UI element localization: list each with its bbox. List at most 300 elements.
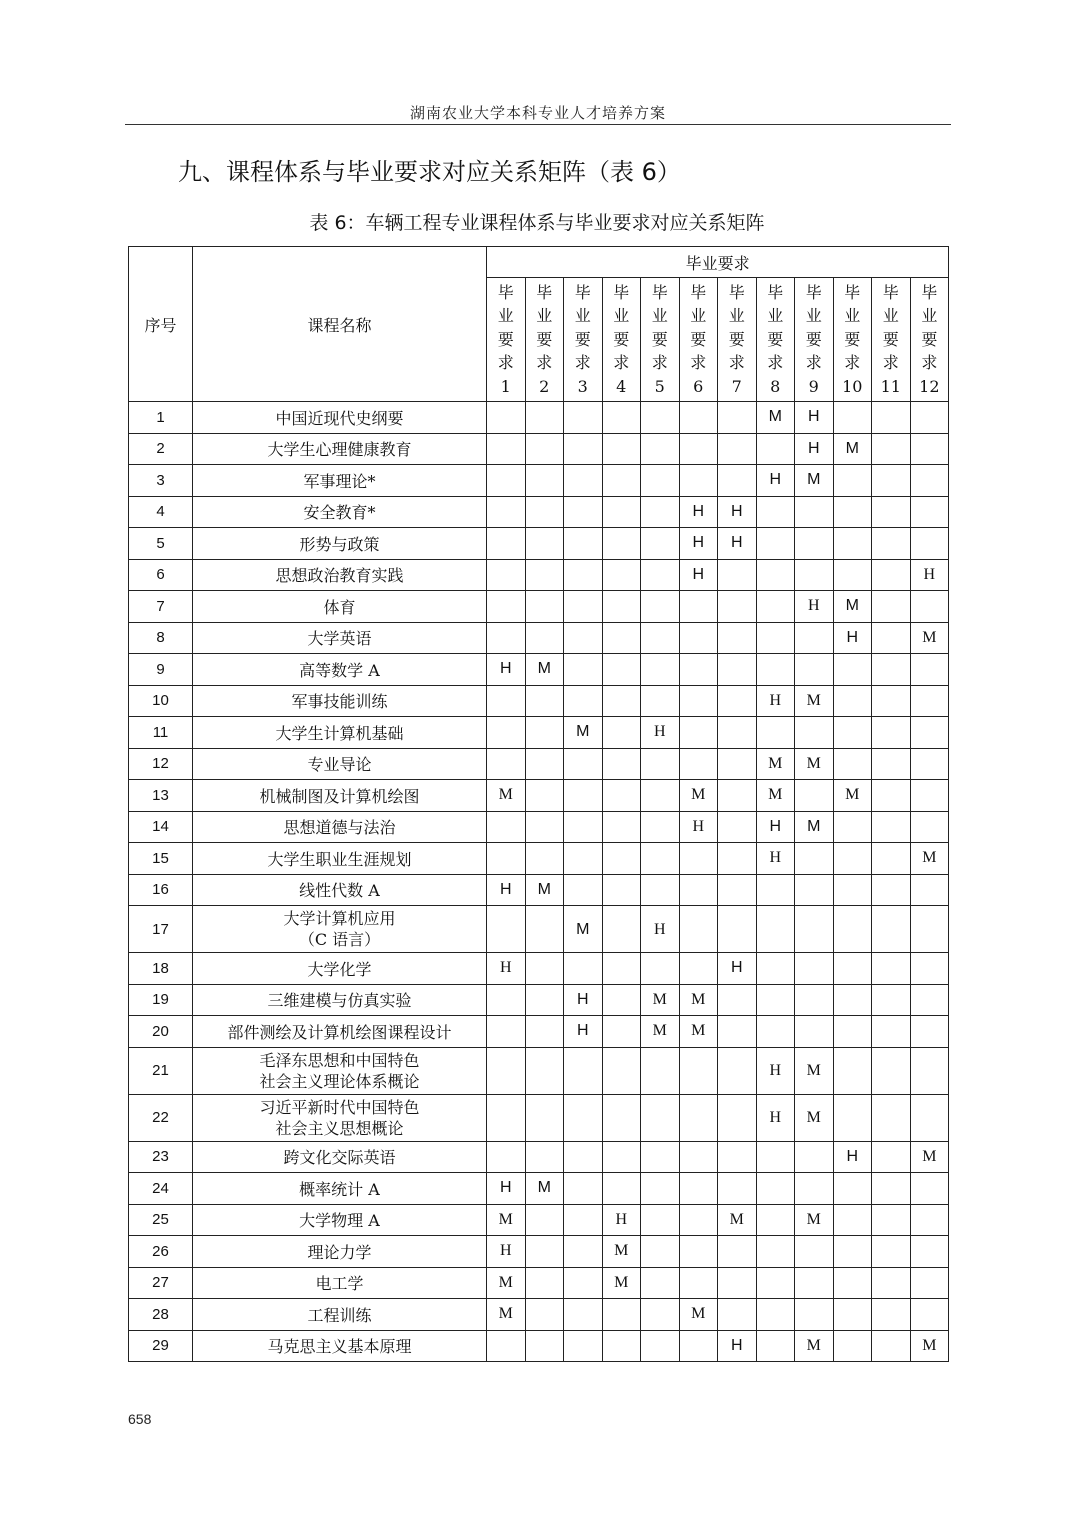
requirement-mark-cell xyxy=(641,496,680,528)
header-requirement-char: 业 xyxy=(844,306,861,326)
requirement-mark-cell: M xyxy=(718,1204,757,1236)
requirement-mark-cell xyxy=(756,984,795,1016)
requirement-mark-cell: H xyxy=(641,717,680,749)
header-requirement-8 xyxy=(756,278,795,402)
requirement-mark-cell: M xyxy=(795,811,834,843)
table-body xyxy=(129,402,949,1362)
course-name-line: 机械制图及计算机绘图 xyxy=(259,786,420,806)
requirement-mark-cell: H xyxy=(756,1047,795,1094)
requirement-mark-cell xyxy=(756,654,795,686)
row-index: 19 xyxy=(129,984,193,1016)
requirement-mark-cell: H xyxy=(487,1173,526,1205)
requirement-mark-cell xyxy=(833,984,872,1016)
requirement-mark-cell xyxy=(833,685,872,717)
requirement-mark-cell xyxy=(487,811,526,843)
requirement-mark-cell xyxy=(641,1236,680,1268)
course-name-line: 概率统计 A xyxy=(299,1179,380,1199)
requirement-mark-cell xyxy=(641,465,680,497)
header-requirement-char: 毕 xyxy=(497,282,514,302)
header-requirement-char: 业 xyxy=(497,306,514,326)
requirement-mark-cell xyxy=(487,685,526,717)
requirement-mark-cell xyxy=(602,559,641,591)
header-requirement-char: 毕 xyxy=(536,282,553,302)
course-name-line: 军事理论* xyxy=(303,471,376,491)
requirement-mark-cell: H xyxy=(756,465,795,497)
header-requirement-char: 要 xyxy=(882,329,899,349)
header-requirement-char: 毕 xyxy=(651,282,668,302)
requirement-mark-cell: M xyxy=(756,402,795,434)
header-requirement-char: 毕 xyxy=(844,282,861,302)
course-name xyxy=(193,1094,487,1141)
requirement-mark-cell xyxy=(602,465,641,497)
requirement-mark-cell xyxy=(487,843,526,875)
requirement-mark-cell: H xyxy=(718,528,757,560)
row-index: 28 xyxy=(129,1299,193,1331)
requirement-mark-cell: M xyxy=(795,685,834,717)
requirement-mark-cell xyxy=(872,748,911,780)
requirement-mark-cell xyxy=(718,1141,757,1173)
requirement-mark-cell: H xyxy=(718,953,757,985)
requirement-mark-cell xyxy=(910,1047,949,1094)
requirement-mark-cell xyxy=(795,1141,834,1173)
table-row xyxy=(129,1299,949,1331)
row-index: 23 xyxy=(129,1141,193,1173)
requirement-mark-cell xyxy=(872,402,911,434)
requirement-mark-cell xyxy=(872,874,911,906)
requirement-mark-cell xyxy=(679,402,718,434)
requirement-mark-cell xyxy=(641,1267,680,1299)
requirement-mark-cell xyxy=(833,1016,872,1048)
requirement-mark-cell xyxy=(679,874,718,906)
requirement-mark-cell xyxy=(487,465,526,497)
requirement-mark-cell: H xyxy=(487,1236,526,1268)
course-name xyxy=(193,496,487,528)
requirement-mark-cell xyxy=(756,717,795,749)
header-requirement-char: 10 xyxy=(842,376,863,396)
requirement-mark-cell xyxy=(487,717,526,749)
requirement-mark-cell xyxy=(872,622,911,654)
requirement-mark-cell: M xyxy=(910,1330,949,1362)
requirement-mark-cell xyxy=(487,984,526,1016)
header-requirement-char: 求 xyxy=(767,353,784,373)
requirement-mark-cell xyxy=(718,906,757,953)
requirement-mark-cell xyxy=(564,1094,603,1141)
requirement-mark-cell: M xyxy=(756,780,795,812)
row-index: 5 xyxy=(129,528,193,560)
requirement-mark-cell xyxy=(718,685,757,717)
header-index: 序号 xyxy=(129,247,193,402)
requirement-mark-cell xyxy=(679,1330,718,1362)
requirement-mark-cell xyxy=(756,1330,795,1362)
requirement-mark-cell xyxy=(756,1016,795,1048)
requirement-mark-cell xyxy=(872,685,911,717)
requirement-mark-cell xyxy=(641,1299,680,1331)
row-index: 7 xyxy=(129,591,193,623)
requirement-mark-cell xyxy=(795,1236,834,1268)
requirement-mark-cell xyxy=(602,1016,641,1048)
requirement-mark-cell xyxy=(525,1047,564,1094)
requirement-mark-cell xyxy=(602,811,641,843)
course-name-line: 三维建模与仿真实验 xyxy=(267,991,412,1011)
requirement-mark-cell xyxy=(718,811,757,843)
header-requirement-11 xyxy=(872,278,911,402)
requirement-mark-cell xyxy=(795,1299,834,1331)
requirement-mark-cell xyxy=(679,465,718,497)
header-requirement-char: 11 xyxy=(880,376,901,396)
requirement-mark-cell xyxy=(910,953,949,985)
requirement-mark-cell xyxy=(795,780,834,812)
requirement-mark-cell xyxy=(833,953,872,985)
requirement-mark-cell xyxy=(795,1267,834,1299)
requirement-mark-cell xyxy=(487,496,526,528)
requirement-mark-cell xyxy=(833,1236,872,1268)
page-header: 湖南农业大学本科专业人才培养方案 xyxy=(125,102,951,125)
requirement-mark-cell xyxy=(679,717,718,749)
requirement-mark-cell xyxy=(795,1016,834,1048)
requirement-mark-cell xyxy=(679,906,718,953)
requirement-mark-cell xyxy=(718,984,757,1016)
requirement-mark-cell xyxy=(910,780,949,812)
requirement-mark-cell xyxy=(602,717,641,749)
header-requirement-2 xyxy=(525,278,564,402)
header-requirement-char: 毕 xyxy=(767,282,784,302)
header-requirement-char: 业 xyxy=(574,306,591,326)
requirement-mark-cell xyxy=(525,1236,564,1268)
table-row xyxy=(129,1047,949,1094)
requirement-mark-cell xyxy=(641,402,680,434)
row-index: 13 xyxy=(129,780,193,812)
requirement-mark-cell xyxy=(602,748,641,780)
row-index: 16 xyxy=(129,874,193,906)
requirement-mark-cell xyxy=(487,402,526,434)
requirement-mark-cell: M xyxy=(795,1204,834,1236)
course-name-line: 大学生职业生涯规划 xyxy=(267,849,412,869)
requirement-mark-cell: M xyxy=(679,1299,718,1331)
requirement-mark-cell xyxy=(487,1047,526,1094)
requirement-mark-cell xyxy=(795,906,834,953)
requirement-mark-cell xyxy=(795,843,834,875)
requirement-mark-cell xyxy=(564,402,603,434)
header-requirement-char: 求 xyxy=(882,353,899,373)
requirement-mark-cell xyxy=(872,811,911,843)
row-index: 1 xyxy=(129,402,193,434)
row-index: 26 xyxy=(129,1236,193,1268)
requirement-mark-cell xyxy=(756,1141,795,1173)
course-name xyxy=(193,1141,487,1173)
table-row xyxy=(129,1330,949,1362)
requirement-mark-cell xyxy=(872,1236,911,1268)
requirement-mark-cell xyxy=(679,748,718,780)
course-name xyxy=(193,953,487,985)
table-row xyxy=(129,622,949,654)
requirement-mark-cell xyxy=(756,591,795,623)
requirement-mark-cell xyxy=(872,591,911,623)
requirement-mark-cell xyxy=(487,1094,526,1141)
table-head xyxy=(129,247,949,402)
requirement-mark-cell xyxy=(910,984,949,1016)
requirement-mark-cell: H xyxy=(756,685,795,717)
course-name-line: 安全教育* xyxy=(303,503,376,523)
requirement-mark-cell xyxy=(910,1016,949,1048)
requirement-mark-cell xyxy=(872,496,911,528)
requirement-mark-cell xyxy=(795,1173,834,1205)
requirement-mark-cell xyxy=(679,1173,718,1205)
requirement-mark-cell: H xyxy=(795,402,834,434)
header-requirement-char: 求 xyxy=(805,353,822,373)
course-name-line: 跨文化交际英语 xyxy=(283,1148,396,1168)
course-name-line: 马克思主义基本原理 xyxy=(267,1337,412,1357)
course-name-line: 大学生心理健康教育 xyxy=(267,440,412,460)
course-name-line: 理论力学 xyxy=(307,1242,372,1262)
requirement-mark-cell: H xyxy=(795,433,834,465)
course-name xyxy=(193,1016,487,1048)
requirement-mark-cell xyxy=(718,1094,757,1141)
requirement-mark-cell xyxy=(641,1204,680,1236)
requirement-mark-cell xyxy=(487,906,526,953)
requirement-mark-cell: M xyxy=(641,984,680,1016)
requirement-mark-cell xyxy=(641,953,680,985)
requirement-mark-cell: M xyxy=(910,622,949,654)
requirement-mark-cell: M xyxy=(602,1236,641,1268)
requirement-mark-cell xyxy=(641,874,680,906)
requirement-mark-cell: M xyxy=(564,717,603,749)
requirement-mark-cell xyxy=(833,654,872,686)
requirement-mark-cell: M xyxy=(525,654,564,686)
requirement-mark-cell: H xyxy=(487,874,526,906)
requirement-mark-cell: H xyxy=(718,496,757,528)
header-requirement-6 xyxy=(679,278,718,402)
header-requirement-7 xyxy=(718,278,757,402)
header-requirement-char: 求 xyxy=(574,353,591,373)
requirement-mark-cell: M xyxy=(910,843,949,875)
requirement-mark-cell xyxy=(525,984,564,1016)
requirement-mark-cell xyxy=(795,528,834,560)
table-row xyxy=(129,1236,949,1268)
requirement-mark-cell xyxy=(602,1299,641,1331)
requirements-matrix-table xyxy=(128,246,949,1362)
requirement-mark-cell xyxy=(756,1236,795,1268)
course-name xyxy=(193,433,487,465)
row-index: 14 xyxy=(129,811,193,843)
course-name xyxy=(193,811,487,843)
requirement-mark-cell xyxy=(525,591,564,623)
requirement-mark-cell xyxy=(564,528,603,560)
row-index: 18 xyxy=(129,953,193,985)
requirement-mark-cell: M xyxy=(910,1141,949,1173)
requirement-mark-cell: H xyxy=(910,559,949,591)
table-row xyxy=(129,654,949,686)
requirement-mark-cell xyxy=(525,843,564,875)
course-name-line: 大学计算机应用 xyxy=(283,909,396,928)
requirement-mark-cell xyxy=(756,1173,795,1205)
header-requirement-char: 求 xyxy=(728,353,745,373)
table-row xyxy=(129,811,949,843)
course-name-line: 军事技能训练 xyxy=(291,692,388,712)
header-requirement-char: 求 xyxy=(613,353,630,373)
requirement-mark-cell xyxy=(833,906,872,953)
requirement-mark-cell xyxy=(564,496,603,528)
requirement-mark-cell xyxy=(525,433,564,465)
header-requirement-char: 要 xyxy=(767,329,784,349)
requirement-mark-cell xyxy=(564,1267,603,1299)
requirement-mark-cell xyxy=(833,811,872,843)
header-requirement-char: 6 xyxy=(693,376,704,396)
requirement-mark-cell xyxy=(679,1094,718,1141)
requirement-mark-cell: M xyxy=(833,433,872,465)
header-requirement-char: 毕 xyxy=(728,282,745,302)
requirement-mark-cell xyxy=(718,654,757,686)
requirement-mark-cell xyxy=(602,1141,641,1173)
requirement-mark-cell xyxy=(910,654,949,686)
requirement-mark-cell xyxy=(525,811,564,843)
requirement-mark-cell xyxy=(641,843,680,875)
requirement-mark-cell xyxy=(910,591,949,623)
requirement-mark-cell xyxy=(641,748,680,780)
course-name xyxy=(193,906,487,953)
header-requirement-3 xyxy=(564,278,603,402)
requirement-mark-cell xyxy=(525,780,564,812)
requirement-mark-cell xyxy=(679,1204,718,1236)
requirement-mark-cell xyxy=(910,717,949,749)
row-index: 29 xyxy=(129,1330,193,1362)
requirement-mark-cell xyxy=(679,622,718,654)
requirement-mark-cell xyxy=(910,1267,949,1299)
requirement-mark-cell xyxy=(833,402,872,434)
requirement-mark-cell xyxy=(525,465,564,497)
requirement-mark-cell xyxy=(833,1330,872,1362)
requirement-mark-cell xyxy=(564,874,603,906)
course-name xyxy=(193,591,487,623)
requirement-mark-cell xyxy=(872,1094,911,1141)
requirement-mark-cell xyxy=(872,984,911,1016)
requirement-mark-cell xyxy=(679,953,718,985)
requirement-mark-cell xyxy=(795,559,834,591)
header-requirement-char: 5 xyxy=(654,376,665,396)
requirement-mark-cell: M xyxy=(487,1267,526,1299)
requirement-mark-cell: H xyxy=(564,1016,603,1048)
course-name xyxy=(193,654,487,686)
header-requirement-char: 求 xyxy=(497,353,514,373)
table-row xyxy=(129,465,949,497)
requirement-mark-cell xyxy=(756,622,795,654)
requirement-mark-cell xyxy=(833,559,872,591)
table-row xyxy=(129,748,949,780)
requirement-mark-cell: H xyxy=(564,984,603,1016)
course-name-line: 大学英语 xyxy=(307,629,372,649)
header-requirement-char: 毕 xyxy=(574,282,591,302)
course-name-line: 中国近现代史纲要 xyxy=(275,408,404,428)
requirement-mark-cell xyxy=(564,622,603,654)
requirement-mark-cell xyxy=(487,559,526,591)
requirement-mark-cell xyxy=(602,1330,641,1362)
requirement-mark-cell xyxy=(833,748,872,780)
requirement-mark-cell xyxy=(679,591,718,623)
requirement-mark-cell xyxy=(525,496,564,528)
requirement-mark-cell xyxy=(564,1141,603,1173)
header-course: 课程名称 xyxy=(193,247,487,402)
requirement-mark-cell xyxy=(718,465,757,497)
requirement-mark-cell: M xyxy=(525,1173,564,1205)
table-row xyxy=(129,496,949,528)
header-requirement-char: 业 xyxy=(882,306,899,326)
requirement-mark-cell xyxy=(795,654,834,686)
header-requirement-10 xyxy=(833,278,872,402)
requirement-mark-cell xyxy=(872,654,911,686)
table-row xyxy=(129,984,949,1016)
requirement-mark-cell xyxy=(910,402,949,434)
table-row xyxy=(129,717,949,749)
requirement-mark-cell xyxy=(872,1016,911,1048)
row-index: 27 xyxy=(129,1267,193,1299)
requirement-mark-cell xyxy=(910,528,949,560)
header-requirement-char: 7 xyxy=(731,376,742,396)
requirement-mark-cell xyxy=(487,1016,526,1048)
requirement-mark-cell xyxy=(564,1299,603,1331)
requirement-mark-cell: H xyxy=(641,906,680,953)
requirement-mark-cell xyxy=(872,559,911,591)
course-name xyxy=(193,1236,487,1268)
requirement-mark-cell xyxy=(525,622,564,654)
course-name-line: 电工学 xyxy=(315,1274,364,1294)
requirement-mark-cell xyxy=(487,1141,526,1173)
requirement-mark-cell: H xyxy=(756,1094,795,1141)
requirement-mark-cell xyxy=(641,1047,680,1094)
requirement-mark-cell xyxy=(718,1047,757,1094)
requirement-mark-cell xyxy=(833,465,872,497)
course-name xyxy=(193,984,487,1016)
row-index: 3 xyxy=(129,465,193,497)
header-requirement-char: 业 xyxy=(767,306,784,326)
requirement-mark-cell xyxy=(641,780,680,812)
requirement-mark-cell xyxy=(833,1094,872,1141)
requirement-mark-cell xyxy=(756,559,795,591)
requirement-mark-cell xyxy=(525,402,564,434)
requirement-mark-cell: M xyxy=(795,1330,834,1362)
course-name xyxy=(193,748,487,780)
requirement-mark-cell xyxy=(872,465,911,497)
requirement-mark-cell xyxy=(833,496,872,528)
requirement-mark-cell xyxy=(910,1173,949,1205)
header-requirement-char: 要 xyxy=(690,329,707,349)
header-requirement-char: 求 xyxy=(690,353,707,373)
requirement-mark-cell xyxy=(679,1267,718,1299)
requirement-mark-cell xyxy=(718,402,757,434)
course-name xyxy=(193,874,487,906)
requirement-mark-cell xyxy=(756,528,795,560)
table-row xyxy=(129,1016,949,1048)
header-requirement-char: 要 xyxy=(844,329,861,349)
requirement-mark-cell: M xyxy=(833,591,872,623)
requirement-mark-cell xyxy=(756,1204,795,1236)
requirement-mark-cell xyxy=(718,748,757,780)
requirement-mark-cell xyxy=(833,874,872,906)
header-requirement-char: 3 xyxy=(577,376,588,396)
course-name xyxy=(193,1330,487,1362)
header-requirement-char: 业 xyxy=(921,306,938,326)
row-index: 11 xyxy=(129,717,193,749)
requirement-mark-cell xyxy=(756,906,795,953)
row-index: 12 xyxy=(129,748,193,780)
requirement-mark-cell xyxy=(564,780,603,812)
header-requirement-1 xyxy=(487,278,526,402)
header-requirement-char: 业 xyxy=(728,306,745,326)
requirement-mark-cell xyxy=(564,1047,603,1094)
requirement-mark-cell xyxy=(564,748,603,780)
header-requirement-char: 业 xyxy=(613,306,630,326)
requirement-mark-cell xyxy=(525,906,564,953)
requirement-mark-cell xyxy=(487,1330,526,1362)
requirement-mark-cell xyxy=(910,1094,949,1141)
